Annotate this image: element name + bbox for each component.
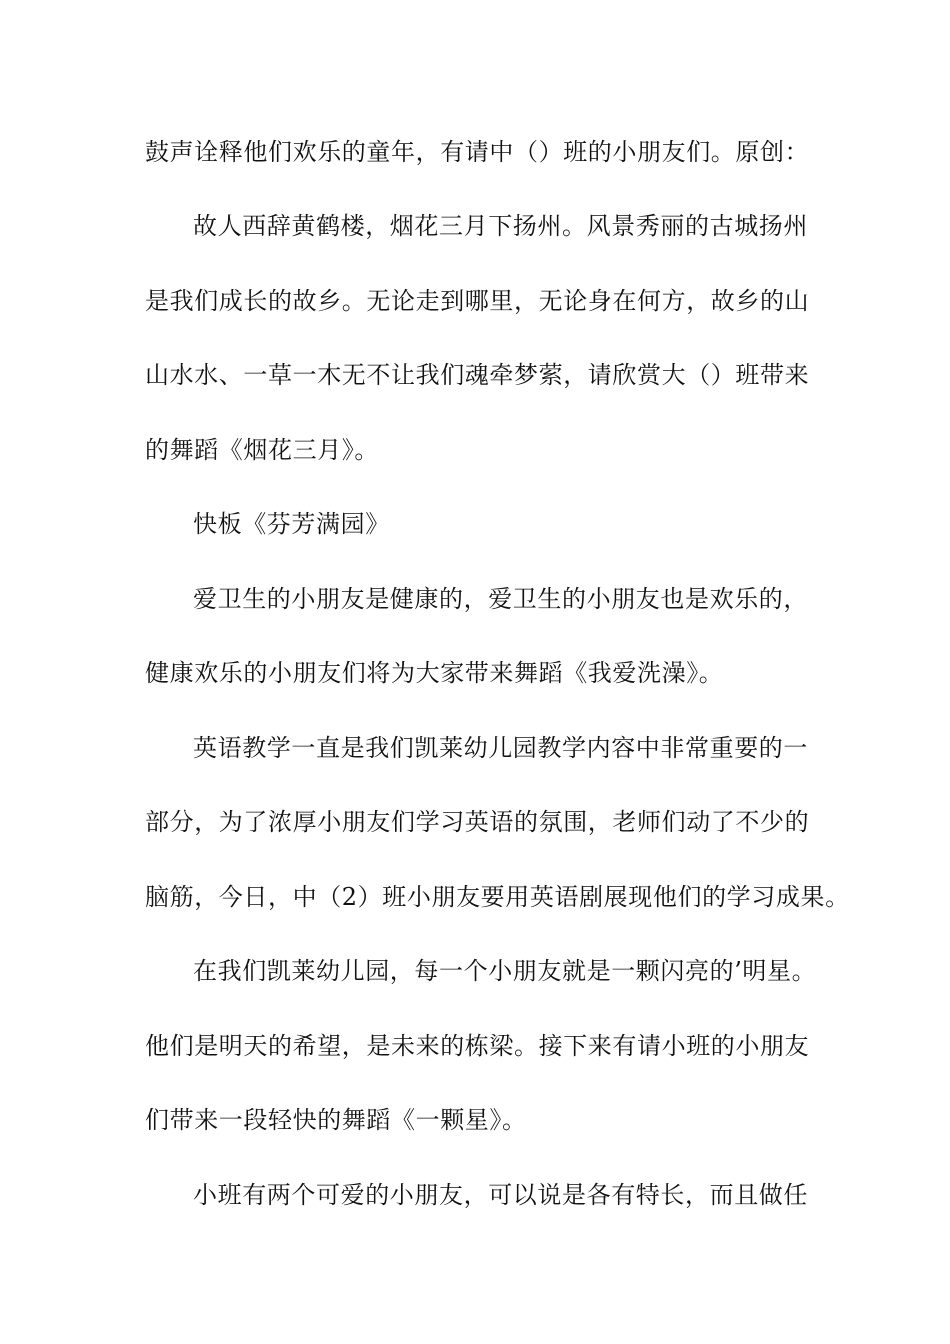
text-line: 英语教学一直是我们凯莱幼儿园教学内容中非常重要的一 bbox=[193, 734, 808, 762]
text-line: 小班有两个可爱的小朋友，可以说是各有特长，而且做任 bbox=[193, 1181, 808, 1209]
text-line: 快板《芬芳满园》 bbox=[193, 510, 390, 538]
text-line: 故人西辞黄鹤楼，烟花三月下扬州。风景秀丽的古城扬州 bbox=[193, 212, 808, 240]
text-line: 脑筋，今日，中（2）班小朋友要用英语剧展现他们的学习成果。 bbox=[145, 883, 850, 911]
text-line: 爱卫生的小朋友是健康的，爱卫生的小朋友也是欢乐的， bbox=[193, 585, 808, 613]
text-line: 的舞蹈《烟花三月》。 bbox=[145, 436, 379, 464]
text-line: 们带来一段轻快的舞蹈《一颗星》。 bbox=[145, 1106, 527, 1134]
text-line: 鼓声诠释他们欢乐的童年，有请中（）班的小朋友们。原创： bbox=[145, 138, 810, 166]
text-line: 是我们成长的故乡。无论走到哪里，无论身在何方，故乡的山 bbox=[145, 287, 810, 315]
text-line: 他们是明天的希望，是未来的栋梁。接下来有请小班的小朋友 bbox=[145, 1032, 810, 1060]
text-line: 部分，为了浓厚小朋友们学习英语的氛围，老师们动了不少的 bbox=[145, 808, 810, 836]
text-line: 在我们凯莱幼儿园，每一个小朋友就是一颗闪亮的’明星。 bbox=[193, 957, 817, 985]
text-line: 健康欢乐的小朋友们将为大家带来舞蹈《我爱洗澡》。 bbox=[145, 659, 724, 687]
text-line: 山水水、一草一木无不让我们魂牵梦萦，请欣赏大（）班带来 bbox=[145, 361, 810, 389]
